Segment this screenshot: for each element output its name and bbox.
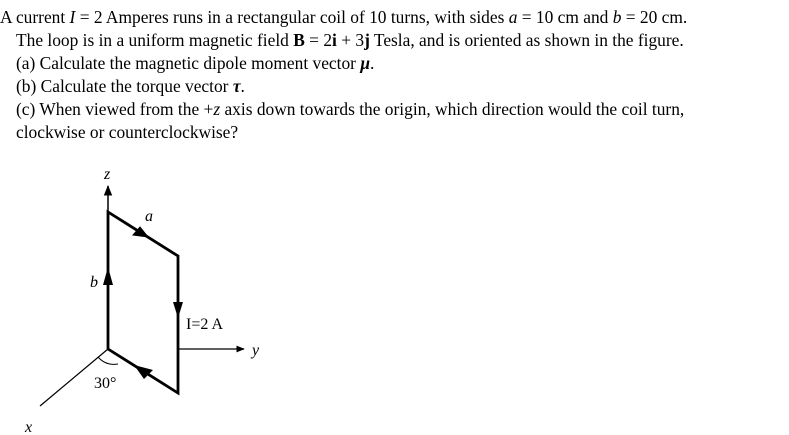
side-label-b: b: [90, 274, 98, 291]
var-b: b: [612, 7, 622, 27]
symbol-tau: τ: [232, 76, 241, 96]
coil-loop: [108, 212, 178, 393]
axis-label-z: z: [104, 166, 111, 183]
vector-B: B: [293, 30, 305, 50]
var-z: z: [213, 99, 221, 119]
part-c-line-2: clockwise or counterclockwise?: [16, 122, 239, 142]
current-label: [186, 316, 223, 333]
unit-vector-j: j: [364, 30, 370, 50]
unit-vector-i: i: [332, 30, 337, 50]
problem-line-2: The loop is in a uniform magnetic field B = 2i + 3j Tesla, and is oriented as shown in the figure.: [16, 30, 684, 50]
var-a: a: [508, 7, 518, 27]
part-b: (b) Calculate the torque vector τ.: [16, 76, 245, 96]
symbol-mu: μ: [360, 53, 370, 73]
axis-label-x: x: [25, 419, 33, 435]
part-a: (a) Calculate the magnetic dipole moment vector μ.: [16, 53, 375, 73]
axis-label-y: y: [252, 342, 260, 359]
problem-line-1: A current I = 2 Amperes runs in a rectangular coil of 10 turns, with sides a = 10 cm and b = 20 cm.: [0, 7, 688, 27]
current-var: I: [186, 316, 192, 333]
part-c: (c) When viewed from the +z axis down towards the origin, which direction would the coil turn,: [16, 99, 685, 119]
side-label-a: a: [145, 208, 153, 225]
current-value: =2 A: [191, 316, 224, 333]
current-arrow-right-side: [173, 302, 183, 318]
angle-arc: [98, 357, 118, 364]
angle-label: 30°: [94, 375, 117, 392]
current-arrow-left-side: [103, 267, 113, 285]
var-I: I: [69, 7, 76, 27]
